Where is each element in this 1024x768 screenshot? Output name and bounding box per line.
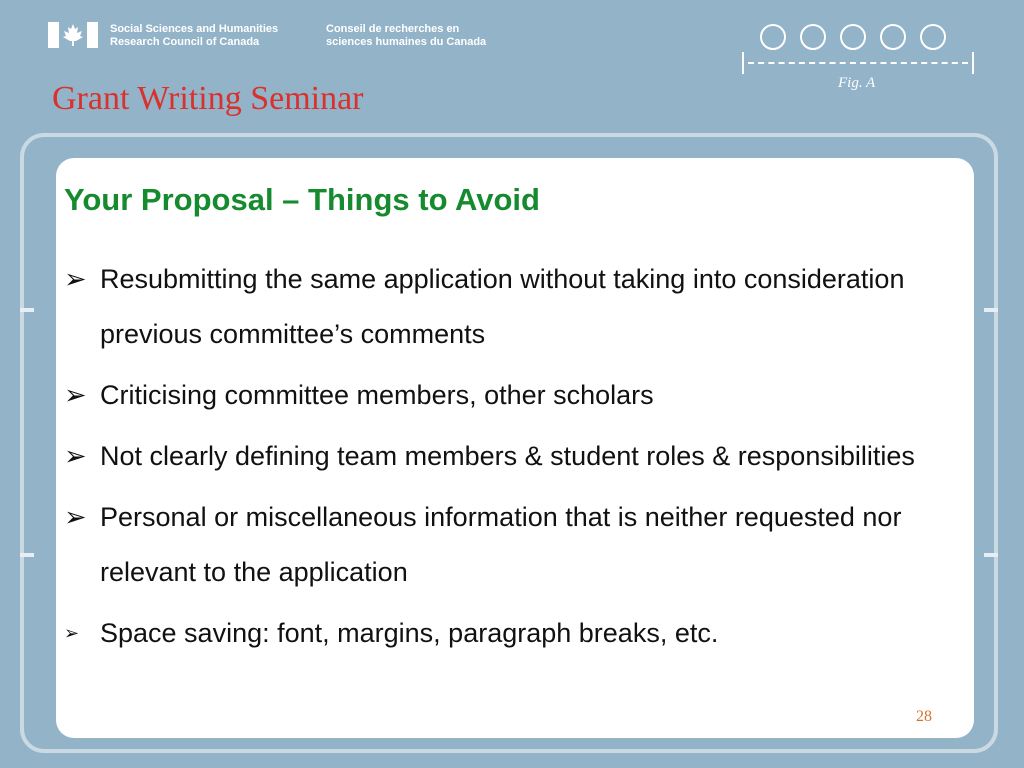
circle-icon xyxy=(920,24,946,50)
frame-tick xyxy=(984,553,998,557)
frame-tick xyxy=(20,553,34,557)
list-item-text: Criticising committee members, other scholars xyxy=(100,380,654,410)
list-item xyxy=(64,252,944,362)
circle-icon xyxy=(880,24,906,50)
org-fr-line-2: sciences humaines du Canada xyxy=(326,36,487,48)
list-item-text: Space saving: font, margins, paragraph breaks, etc. xyxy=(100,618,719,648)
list-item xyxy=(64,490,944,600)
frame-tick xyxy=(20,308,34,312)
bullet-arrow-icon: ➢ xyxy=(64,441,87,471)
ruler-dashes xyxy=(748,62,968,64)
org-en-line-2: Research Council of Canada xyxy=(110,36,260,48)
org-name-french xyxy=(326,23,486,49)
page-number: 28 xyxy=(916,708,932,725)
sshrc-logo-icon xyxy=(48,22,98,48)
circle-icon xyxy=(800,24,826,50)
logo-right-bar xyxy=(87,22,98,48)
circle-icon xyxy=(840,24,866,50)
bullet-arrow-icon: ➢ xyxy=(64,380,87,410)
circle-icon xyxy=(760,24,786,50)
list-item-text: Resubmitting the same application without taking into consideration previous committee’s comments xyxy=(100,264,905,349)
list-item-text: Personal or miscellaneous information that is neither requested nor relevant to the application xyxy=(100,502,902,587)
maple-leaf-icon xyxy=(62,23,84,47)
bullet-arrow-icon: ➢ xyxy=(64,264,87,294)
bullet-arrow-icon: ➢ xyxy=(64,623,80,643)
bullet-list xyxy=(64,252,944,667)
slide-title: Grant Writing Seminar xyxy=(52,80,364,117)
ruler-icon xyxy=(742,52,974,74)
section-heading: Your Proposal – Things to Avoid xyxy=(64,182,540,217)
org-fr-line-1: Conseil de recherches en xyxy=(326,23,460,35)
list-item xyxy=(64,368,944,423)
org-name-english xyxy=(110,23,278,49)
frame-tick xyxy=(984,308,998,312)
ruler-right-tick xyxy=(972,52,974,74)
bullet-arrow-icon: ➢ xyxy=(64,502,87,532)
logo-left-bar xyxy=(48,22,59,48)
figure-label: Fig. A xyxy=(838,75,876,91)
list-item-text: Not clearly defining team members & student roles & responsibilities xyxy=(100,441,915,471)
ruler-left-tick xyxy=(742,52,744,74)
list-item xyxy=(64,429,944,484)
list-item xyxy=(64,606,944,661)
org-en-line-1: Social Sciences and Humanities xyxy=(110,23,279,35)
